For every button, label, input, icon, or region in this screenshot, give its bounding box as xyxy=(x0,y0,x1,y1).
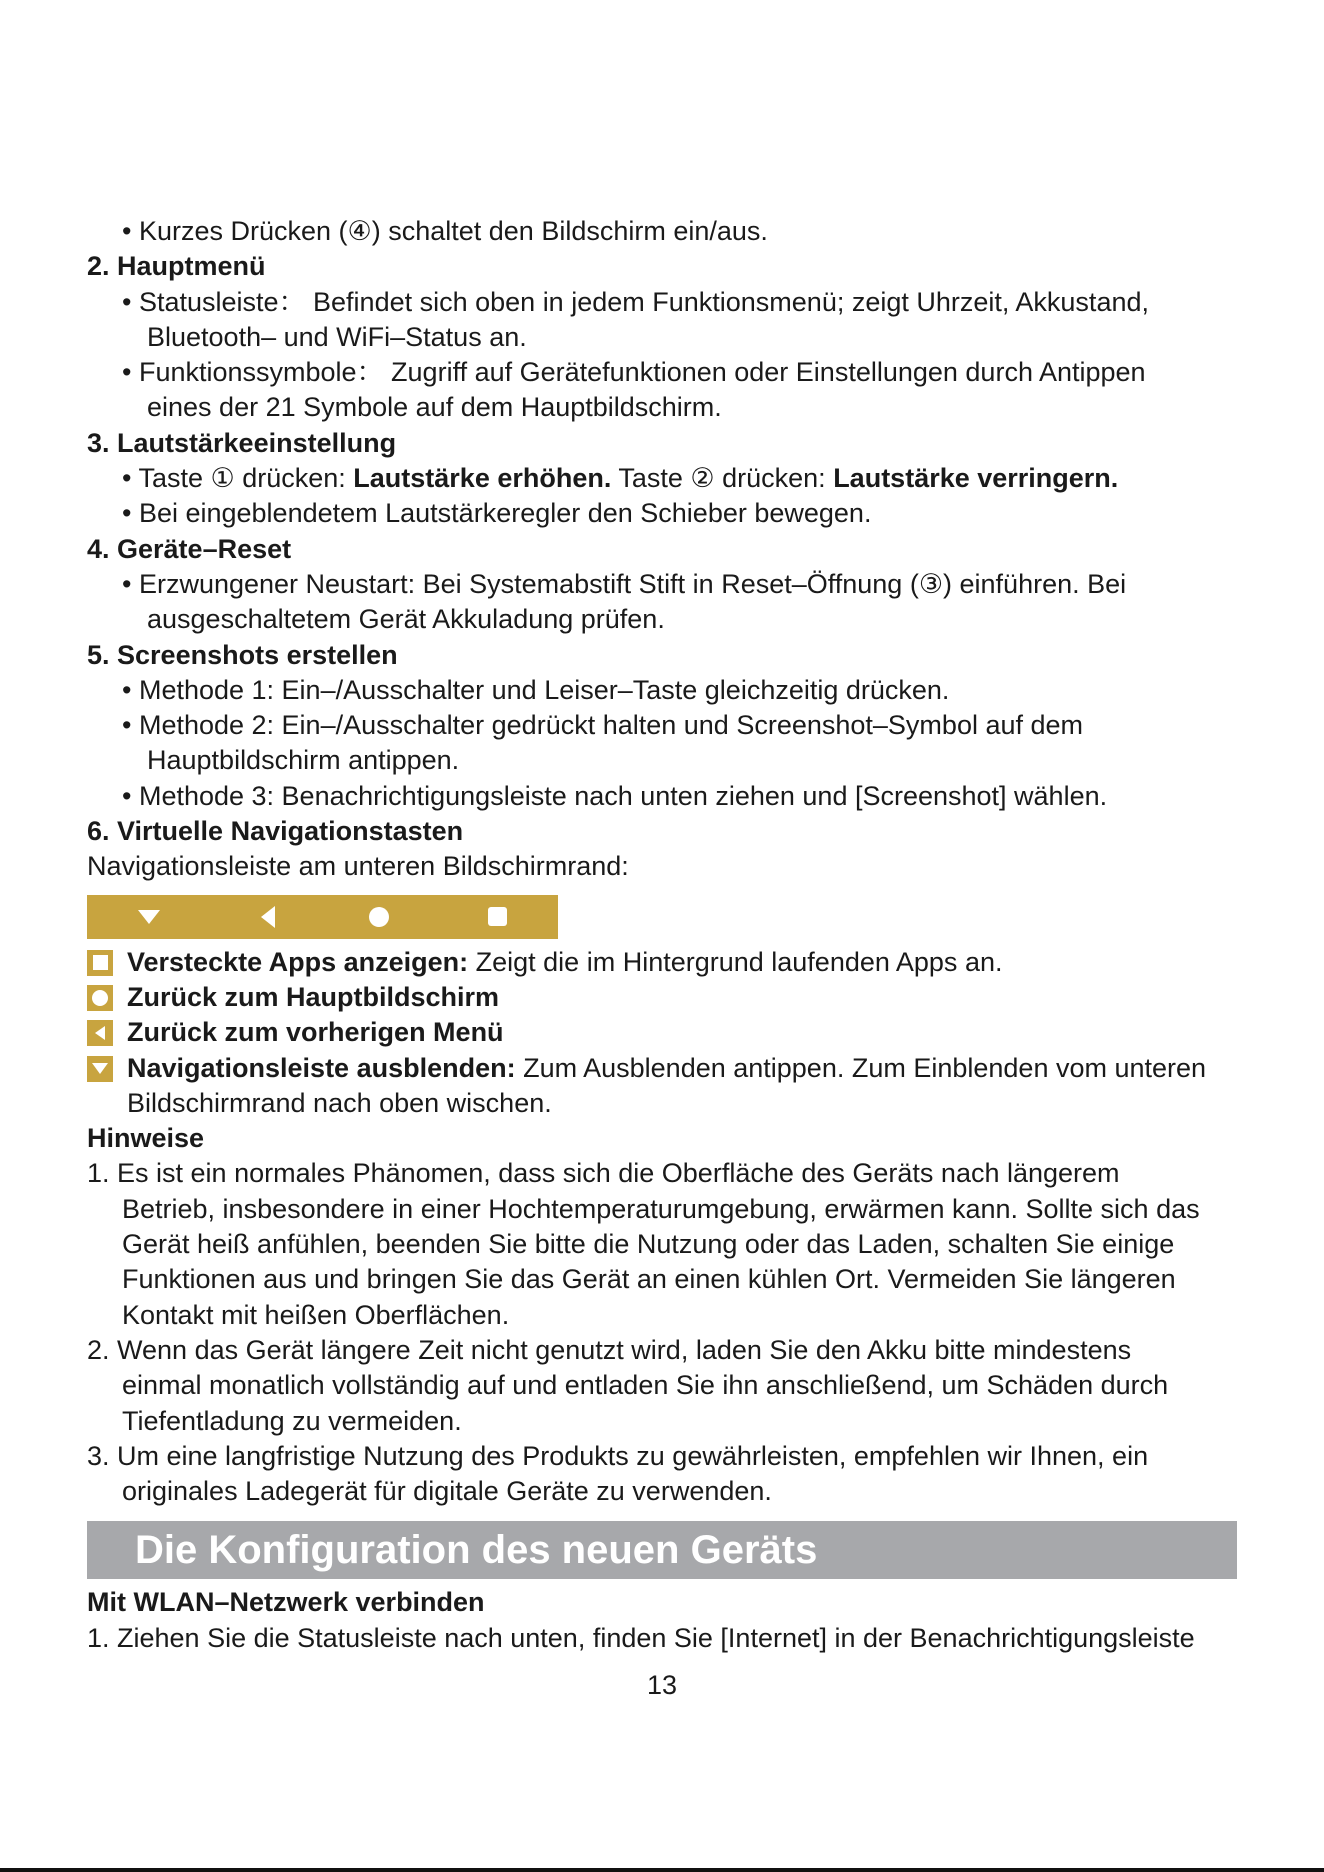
navigation-bar-illustration xyxy=(87,895,558,939)
note-2-cont-2: Tiefentladung zu vermeiden. xyxy=(122,1405,462,1436)
heading-nav-keys: 6. Virtuelle Navigationstasten xyxy=(87,816,464,847)
note-3: 3. Um eine langfristige Nutzung des Produkts zu gewährleisten, empfehlen wir Ihnen, ein xyxy=(87,1440,1149,1471)
legend-recent-bold: Versteckte Apps anzeigen: xyxy=(127,946,469,977)
bullet-function-icons-cont: eines der 21 Symbole auf dem Hauptbildschirm. xyxy=(147,392,722,423)
bullet-short-press: • Kurzes Drücken (④) schaltet den Bildschirm ein/aus. xyxy=(122,216,768,246)
bullet-forced-restart-cont: ausgeschaltetem Gerät Akkuladung prüfen. xyxy=(147,604,665,635)
section-title-bar: Die Konfiguration des neuen Geräts xyxy=(87,1521,1237,1579)
bullet-volume-keys xyxy=(87,461,1237,496)
subheading-wlan: Mit WLAN–Netzwerk verbinden xyxy=(87,1587,485,1618)
legend-recent-apps xyxy=(87,945,1237,980)
note-1-cont-3: Funktionen aus und bringen Sie das Gerät an einen kühlen Ort. Vermeiden Sie längeren xyxy=(122,1264,1176,1295)
bullet-method-1: • Methode 1: Ein–/Ausschalter und Leiser–Taste gleichzeitig drücken. xyxy=(122,674,950,705)
note-3-cont-1: originales Ladegerät für digitale Geräte zu verwenden. xyxy=(122,1476,772,1507)
note-1-cont-4: Kontakt mit heißen Oberflächen. xyxy=(122,1299,510,1330)
bullet-forced-restart: • Erzwungener Neustart: Bei Systemabstift Stift in Reset–Öffnung (③) einführen. Bei xyxy=(122,568,1127,599)
note-2: 2. Wenn das Gerät längere Zeit nicht genutzt wird, laden Sie den Akku bitte mindestens xyxy=(87,1334,1132,1365)
wlan-step-1: 1. Ziehen Sie die Statusleiste nach unten, finden Sie [Internet] in der Benachrichtigungsleiste xyxy=(87,1622,1195,1653)
heading-notes: Hinweise xyxy=(87,1123,205,1154)
note-1: 1. Es ist ein normales Phänomen, dass sich die Oberfläche des Geräts nach längerem xyxy=(87,1158,1120,1189)
legend-recent-text: Zeigt die im Hintergrund laufenden Apps an. xyxy=(468,946,1003,977)
triangle-left-icon xyxy=(253,895,283,939)
legend-hide-text: Zum Ausblenden antippen. Zum Einblenden vom unteren xyxy=(515,1052,1207,1083)
legend-hide-cont: Bildschirmrand nach oben wischen. xyxy=(127,1087,552,1118)
square-icon xyxy=(482,895,512,939)
heading-screenshots: 5. Screenshots erstellen xyxy=(87,639,398,670)
bottom-edge-line xyxy=(0,1868,1324,1872)
volume-down-label: Lautstärke verringern. xyxy=(833,463,1119,494)
volume-text-a: • Taste ① drücken: xyxy=(122,463,354,494)
bullet-method-2: • Methode 2: Ein–/Ausschalter gedrückt halten und Screenshot–Symbol auf dem xyxy=(122,710,1084,741)
bullet-function-icons: • Funktionssymbole： Zugriff auf Gerätefunktionen oder Einstellungen durch Antippen xyxy=(122,357,1146,388)
page-number: 13 xyxy=(646,1670,678,1700)
nav-intro: Navigationsleiste am unteren Bildschirmrand: xyxy=(87,851,629,882)
triangle-down-icon xyxy=(134,895,164,939)
manual-page xyxy=(87,214,1237,1656)
note-1-cont-2: Gerät heiß anfühlen, beenden Sie bitte die Nutzung oder das Laden, schalten Sie einige xyxy=(122,1229,1175,1260)
heading-main-menu: 2. Hauptmenü xyxy=(87,251,266,282)
triangle-down-icon xyxy=(87,1056,113,1082)
triangle-left-icon xyxy=(87,1020,113,1046)
legend-hide-bold: Navigationsleiste ausblenden: xyxy=(127,1052,516,1083)
bullet-status-bar-cont: Bluetooth– und WiFi–Status an. xyxy=(147,321,527,352)
bullet-volume-slider: • Bei eingeblendetem Lautstärkeregler den Schieber bewegen. xyxy=(122,498,872,529)
volume-up-label: Lautstärke erhöhen. xyxy=(353,463,612,494)
legend-hide-bar xyxy=(87,1051,1237,1086)
note-1-cont-1: Betrieb, insbesondere in einer Hochtemperaturumgebung, erwärmen kann. Sollte sich das xyxy=(122,1193,1200,1224)
legend-back xyxy=(87,1015,1237,1050)
volume-text-c: Taste ② drücken: xyxy=(611,463,834,494)
bullet-method-3: • Methode 3: Benachrichtigungsleiste nach unten ziehen und [Screenshot] wählen. xyxy=(122,780,1108,811)
legend-home xyxy=(87,980,1237,1015)
heading-reset: 4. Geräte–Reset xyxy=(87,533,292,564)
legend-back-bold: Zurück zum vorherigen Menü xyxy=(127,1017,504,1048)
note-2-cont-1: einmal monatlich vollständig auf und entladen Sie ihn anschließend, um Schäden durch xyxy=(122,1370,1169,1401)
circle-icon xyxy=(87,985,113,1011)
legend-home-bold: Zurück zum Hauptbildschirm xyxy=(127,981,500,1012)
heading-volume: 3. Lautstärkeeinstellung xyxy=(87,427,397,458)
bullet-status-bar: • Statusleiste： Befindet sich oben in jedem Funktionsmenü; zeigt Uhrzeit, Akkustand, xyxy=(122,286,1149,317)
square-icon xyxy=(87,950,113,976)
circle-icon xyxy=(364,895,394,939)
bullet-method-2-cont: Hauptbildschirm antippen. xyxy=(147,745,460,776)
